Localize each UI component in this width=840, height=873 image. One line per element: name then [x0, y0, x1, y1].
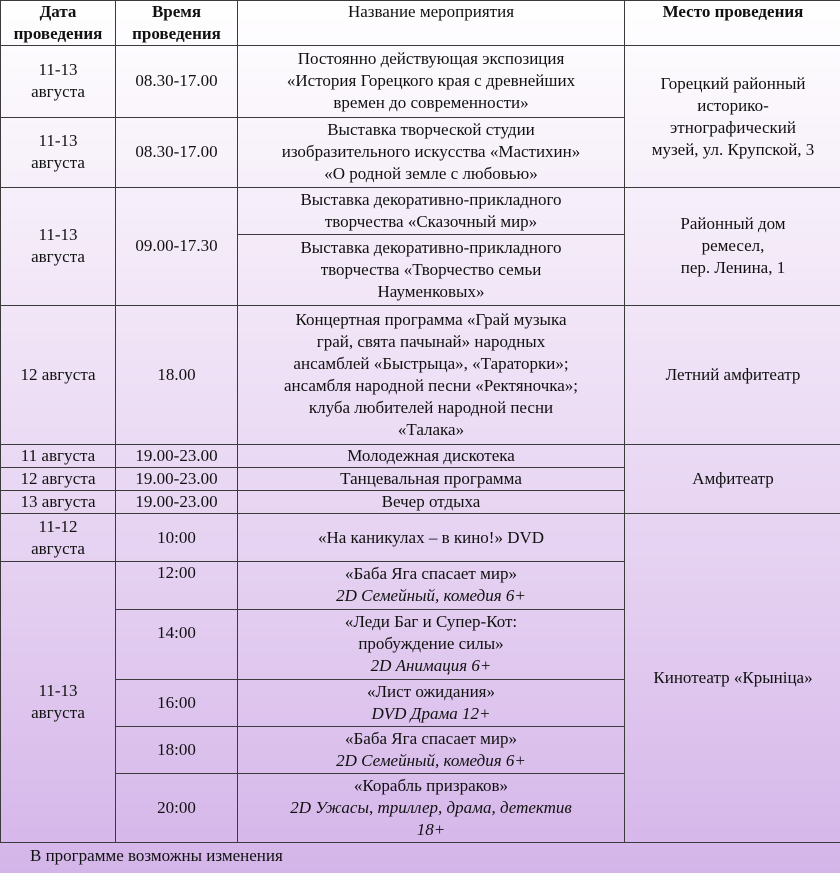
- header-date: Дата проведения: [1, 1, 116, 46]
- event-date: 13 августа: [1, 490, 116, 513]
- event-date: 11-13 августа: [1, 117, 116, 187]
- event-name: «На каникулах – в кино!» DVD: [238, 513, 625, 561]
- event-date: 11-12 августа: [1, 513, 116, 561]
- event-date: 11 августа: [1, 444, 116, 467]
- event-time: 08.30-17.00: [116, 46, 238, 117]
- venue-museum: Горецкий районный историко- этнографический музей, ул. Крупской, 3: [625, 46, 840, 188]
- event-time: 18:00: [116, 727, 238, 774]
- table-row: [1, 188, 840, 235]
- table-row: [1, 305, 840, 444]
- event-date: 12 августа: [1, 305, 116, 444]
- event-name: Вечер отдыха: [238, 490, 625, 513]
- event-detail: DVD Драма 12+: [371, 704, 491, 724]
- event-date: 11-13 августа: [1, 188, 116, 306]
- venue-crafts-house: Районный дом ремесел, пер. Ленина, 1: [625, 188, 840, 306]
- event-name: Выставка декоративно-прикладного творчества «Творчество семьи Науменковых»: [238, 235, 625, 305]
- event-time: 19.00-23.00: [116, 490, 238, 513]
- footer-note: В программе возможны изменения: [30, 846, 283, 865]
- event-detail: 2D Ужасы, триллер, драма, детектив: [290, 798, 572, 818]
- event-time: 14:00: [116, 609, 238, 679]
- event-detail: 2D Анимация 6+: [370, 656, 492, 676]
- event-time: 09.00-17.30: [116, 188, 238, 306]
- event-name: Выставка творческой студии изобразительного искусства «Мастихин» «О родной земле с любовью»: [238, 117, 625, 187]
- venue-summer-amphitheatre: Летний амфитеатр: [625, 305, 840, 444]
- table-row: [1, 513, 840, 561]
- event-name: «Корабль призраков» 2D Ужасы, триллер, драма, детектив 18+: [238, 774, 625, 843]
- event-detail: 18+: [416, 820, 446, 840]
- table-row: [1, 444, 840, 467]
- event-date: 11-13 августа: [1, 562, 116, 843]
- event-name: Концертная программа «Грай музыка грай, свята пачынай» народных ансамблей «Быстрыца», «Тараторки»; ансамбля народной песни «Ректяночка»; клуба любителей народной песни «Талака»: [238, 305, 625, 444]
- header-time: Время проведения: [116, 1, 238, 46]
- venue-amphitheatre: Амфитеатр: [625, 444, 840, 513]
- event-time: 10:00: [116, 513, 238, 561]
- event-detail: 2D Семейный, комедия 6+: [336, 586, 526, 606]
- venue-cinema: Кинотеатр «Крыніца»: [625, 513, 840, 842]
- event-date: 11-13 августа: [1, 46, 116, 117]
- event-name: Танцевальная программа: [238, 467, 625, 490]
- event-name: «Леди Баг и Супер-Кот: пробуждение силы» 2D Анимация 6+: [238, 609, 625, 679]
- event-name: «Лист ожидания» DVD Драма 12+: [238, 679, 625, 726]
- event-name: Постоянно действующая экспозиция «История Горецкого края с древнейших времен до современности»: [238, 46, 625, 117]
- event-name: «Баба Яга спасает мир» 2D Семейный, комедия 6+: [238, 727, 625, 774]
- event-name: Молодежная дискотека: [238, 444, 625, 467]
- event-time: 19.00-23.00: [116, 467, 238, 490]
- event-time: 16:00: [116, 679, 238, 726]
- event-name: Выставка декоративно-прикладного творчества «Сказочный мир»: [238, 188, 625, 235]
- event-detail: 2D Семейный, комедия 6+: [336, 751, 526, 771]
- event-time: 19.00-23.00: [116, 444, 238, 467]
- event-time: 18.00: [116, 305, 238, 444]
- event-date: 12 августа: [1, 467, 116, 490]
- header-place: Место проведения: [625, 1, 840, 46]
- table-row: [1, 46, 840, 117]
- header-row: [1, 1, 840, 46]
- header-name: Название мероприятия: [238, 1, 625, 46]
- event-time: 08.30-17.00: [116, 117, 238, 187]
- event-name: «Баба Яга спасает мир» 2D Семейный, комедия 6+: [238, 562, 625, 609]
- event-time: 20:00: [116, 774, 238, 843]
- event-time: 12:00: [116, 562, 238, 609]
